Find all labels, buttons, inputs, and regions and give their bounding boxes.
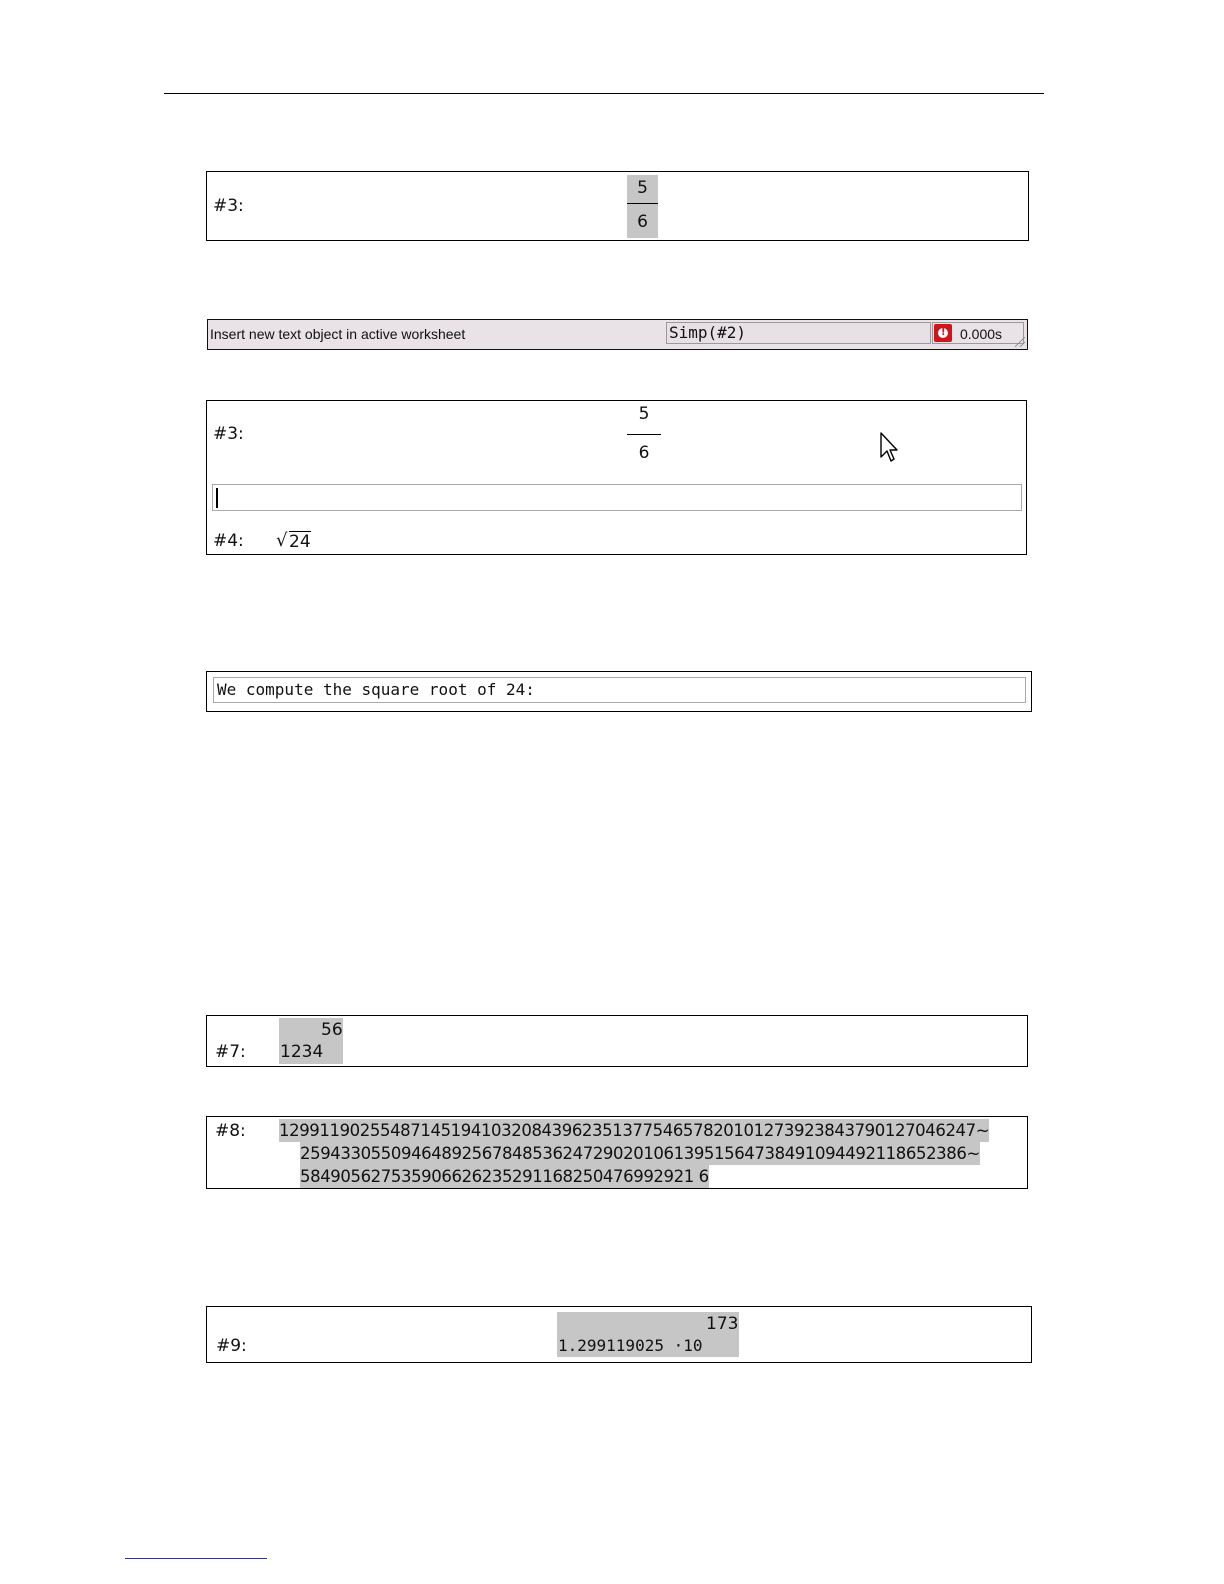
status-message: Insert new text object in active worksheet (210, 326, 466, 342)
denominator: 6 (637, 212, 648, 232)
numerator: 5 (637, 178, 648, 198)
expression-row-3-highlighted[interactable] (206, 171, 1029, 241)
radicand[interactable]: 24 (289, 532, 311, 552)
approx-expression[interactable] (557, 1312, 739, 1357)
expression-label: #4: (213, 531, 244, 551)
text-object-input[interactable] (212, 484, 1022, 511)
status-expression: Simp(#2) (666, 322, 931, 344)
resize-grip-icon[interactable] (1015, 337, 1025, 347)
stop-icon[interactable] (934, 324, 952, 342)
status-bar (207, 319, 1028, 350)
denominator: 6 (638, 443, 650, 463)
radical-symbol: √ (276, 530, 288, 551)
status-timer: 0.000s (960, 326, 1003, 342)
result-line-1[interactable]: 129911902554871451941032084396235137754657820101273923843790127046247~ (279, 1121, 990, 1140)
fraction[interactable] (627, 401, 661, 471)
text-object-panel (206, 671, 1032, 712)
exponent: 56 (321, 1020, 343, 1040)
footnote-link-rule (125, 1558, 267, 1559)
exponent: 173 (706, 1314, 739, 1334)
expression-label: #3: (213, 424, 244, 444)
expression-label: #8: (215, 1121, 246, 1141)
result-line-2[interactable]: 259433055094648925678485362472902010613951564738491094492118652386~ (300, 1144, 980, 1163)
base: 1234 (280, 1042, 324, 1062)
result-line-3[interactable]: 584905627535906626235291168250476992921 6 (300, 1167, 709, 1186)
worksheet-panel (206, 400, 1027, 555)
expression-label: #3: (213, 196, 244, 216)
mantissa: 1.299119025 ·10 (558, 1336, 703, 1355)
expression-label: #7: (215, 1042, 246, 1062)
mouse-pointer-icon (879, 431, 899, 463)
text-caret (216, 488, 218, 508)
expression-row-8 (206, 1116, 1028, 1189)
expression-row-7 (206, 1015, 1028, 1067)
power-expression[interactable] (279, 1018, 343, 1064)
numerator: 5 (638, 404, 650, 424)
expression-label: #9: (216, 1336, 247, 1356)
text-object[interactable]: We compute the square root of 24: (213, 677, 1026, 703)
expression-row-9 (206, 1306, 1032, 1363)
header-rule (164, 93, 1044, 94)
fraction[interactable] (627, 175, 658, 238)
